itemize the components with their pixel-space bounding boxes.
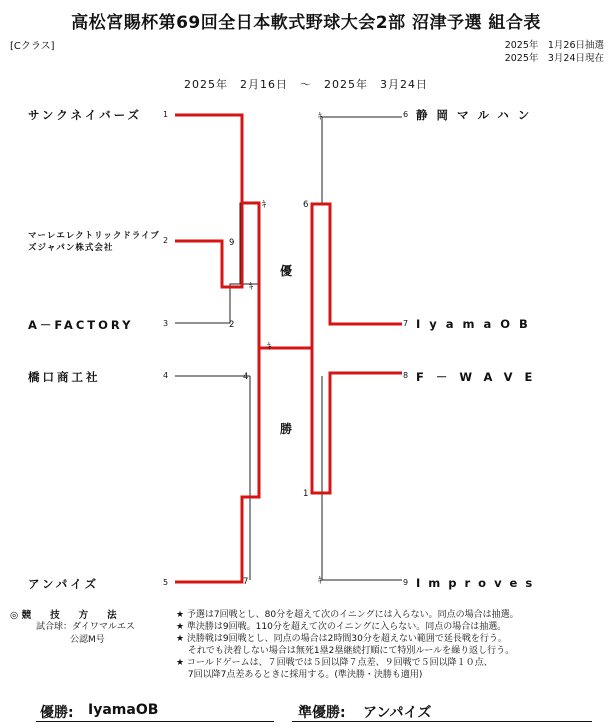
runner-up-name: アンパイズ — [363, 705, 432, 721]
team-name: F－WAVE — [416, 370, 545, 384]
runner-up-label: 準優勝: — [298, 705, 346, 721]
team-name: ズジャパン株式会社 — [28, 243, 114, 253]
score: 9 — [229, 238, 235, 248]
rule-line: ★ 決勝戦は9回戦とし、同点の場合は2時間30分を超えない範囲で延長戦を行う。 — [176, 634, 507, 644]
team-number: 8 — [403, 371, 409, 380]
tournament-period: 2025年 2月16日 ～ 2025年 3月24日 — [184, 78, 428, 91]
rule-line: それでも決着しない場合は無死1塁2塁継続打順にて特別ルールを繰り返し行う。 — [176, 646, 515, 656]
team-name: アンパイズ — [28, 577, 100, 591]
team-name: 橋口商工社 — [28, 370, 101, 384]
winner-underline — [36, 721, 274, 722]
rule-line: ★ 準決勝は9回戦。110分を超えて次のイニングに入らない。同点の場合は抽選。 — [176, 622, 507, 632]
score: ｷ — [318, 576, 323, 586]
team-number: 7 — [403, 319, 409, 328]
final-label-bottom: 勝 — [280, 422, 293, 436]
winner-name: IyamaOB — [88, 702, 159, 718]
score: 7 — [243, 577, 249, 587]
score: ｷ — [318, 112, 323, 122]
class-label: [Cクラス] — [10, 41, 55, 52]
team-name: マーレエレクトリックドライブ — [28, 231, 160, 241]
team-number: 4 — [163, 371, 169, 380]
page-title: 高松宮賜杯第69回全日本軟式野球大会2部 沼津予選 組合表 — [71, 13, 541, 33]
team-name: Improves — [416, 576, 541, 590]
winner-label: 優勝: — [40, 705, 74, 721]
draw-date: 2025年 1月26日抽選 — [504, 40, 604, 51]
team-number: 6 — [403, 110, 409, 119]
rule-line: ★ 予選は7回戦とし、80分を超えて次のイニングには入らない。同点の場合は抽選。 — [176, 610, 519, 620]
rules-heading: ◎ 競 技 方 法 — [10, 610, 117, 621]
score: 6 — [303, 200, 309, 210]
score: 4 — [243, 372, 249, 382]
runner-up-underline — [292, 721, 592, 722]
team-number: 3 — [163, 319, 169, 328]
score: 2 — [229, 320, 235, 330]
ball-label: 試合球：ダイワマルエス — [36, 622, 135, 632]
team-number: 2 — [163, 236, 169, 245]
team-name: IyamaOB — [416, 317, 537, 331]
team-name: A－FACTORY — [28, 318, 134, 332]
team-number: 1 — [163, 110, 169, 119]
team-name: サンクネイバーズ — [28, 108, 143, 122]
ball-cert: 公認M号 — [70, 635, 105, 645]
team-name: 静岡マルハン — [416, 108, 539, 122]
score: 1 — [303, 489, 309, 499]
final-label-top: 優 — [280, 264, 293, 278]
team-number: 9 — [403, 578, 409, 587]
rule-line: 7回以降7点差あるときに採用する。(準決勝・決勝も適用) — [176, 670, 423, 680]
current-date: 2025年 3月24日現在 — [504, 53, 604, 64]
score: ｷ — [249, 282, 254, 292]
team-number: 5 — [163, 578, 169, 587]
rule-line: ★ コールドゲームは、７回戦では５回以降７点差、９回戦で５回以降１０点、 — [176, 658, 493, 668]
score: ｷ — [267, 342, 272, 352]
score: ｷ — [262, 200, 267, 210]
